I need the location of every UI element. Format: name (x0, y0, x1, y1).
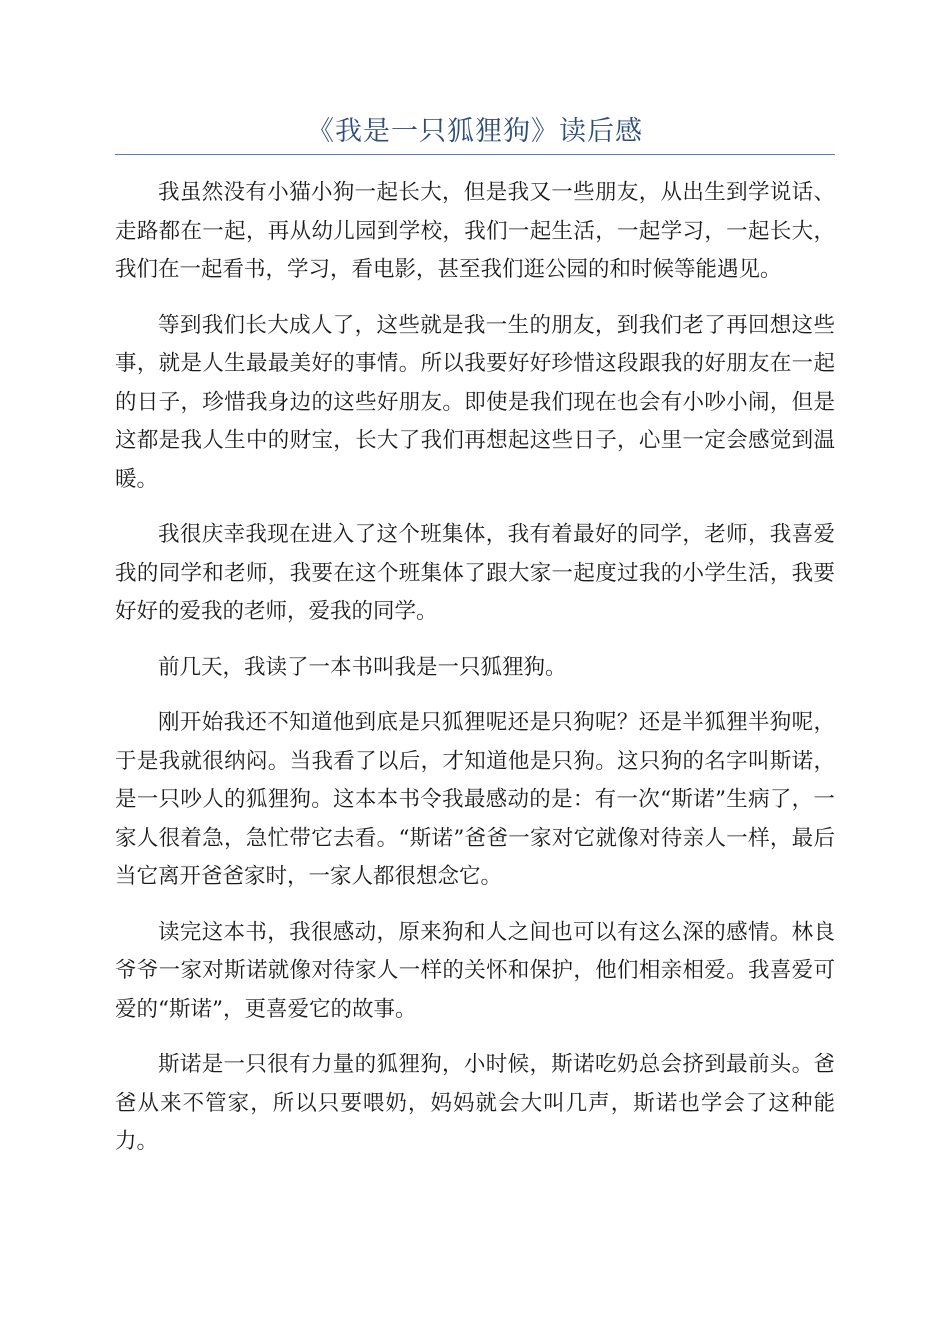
paragraph: 我很庆幸我现在进入了这个班集体，我有着最好的同学，老师，我喜爱我的同学和老师，我要在这个班集体了跟大家一起度过我的小学生活，我要好好的爱我的老师，爱我的同学。 (115, 522, 835, 624)
document-body (115, 174, 835, 1179)
title-divider (115, 154, 835, 155)
paragraph: 前几天，我读了一本书叫我是一只狐狸狗。 (158, 654, 567, 680)
document-title: 《我是一只狐狸狗》读后感 (307, 116, 643, 147)
paragraph: 读完这本书，我很感动，原来狗和人之间也可以有这么深的感情。林良爷爷一家对斯诺就像对待家人一样的关怀和保护，他们相亲相爱。我喜爱可爱的“斯诺”，更喜爱它的故事。 (115, 919, 835, 1022)
paragraph: 斯诺是一只很有力量的狐狸狗，小时候，斯诺吃奶总会挤到最前头。爸爸从来不管家，所以只要喂奶，妈妈就会大叫几声，斯诺也学会了这种能力。 (115, 1052, 835, 1154)
paragraph: 刚开始我还不知道他到底是只狐狸呢还是只狗呢？还是半狐狸半狗呢，于是我就很纳闷。当我看了以后，才知道他是只狗。这只狗的名字叫斯诺，是一只吵人的狐狸狗。这本本书令我最感动的是：有一次“斯诺”生病了，一家人很着急，急忙带它去看。“斯诺”爸爸一家对它就像对待亲人一样，最后当它离开爸爸家时，一家人都很想念它。 (115, 710, 835, 889)
paragraph: 我虽然没有小猫小狗一起长大，但是我又一些朋友，从出生到学说话、走路都在一起，再从幼儿园到学校，我们一起生活，一起学习，一起长大，我们在一起看书，学习，看电影，甚至我们逛公园的和时候等能遇见。 (115, 180, 835, 282)
paragraph: 等到我们长大成人了，这些就是我一生的朋友，到我们老了再回想这些事，就是人生最最美好的事情。所以我要好好珍惜这段跟我的好朋友在一起的日子，珍惜我身边的这些好朋友。即使是我们现在也会有小吵小闹，但是这都是我人生中的财宝，长大了我们再想起这些日子，心里一定会感觉到温暖。 (115, 312, 835, 492)
